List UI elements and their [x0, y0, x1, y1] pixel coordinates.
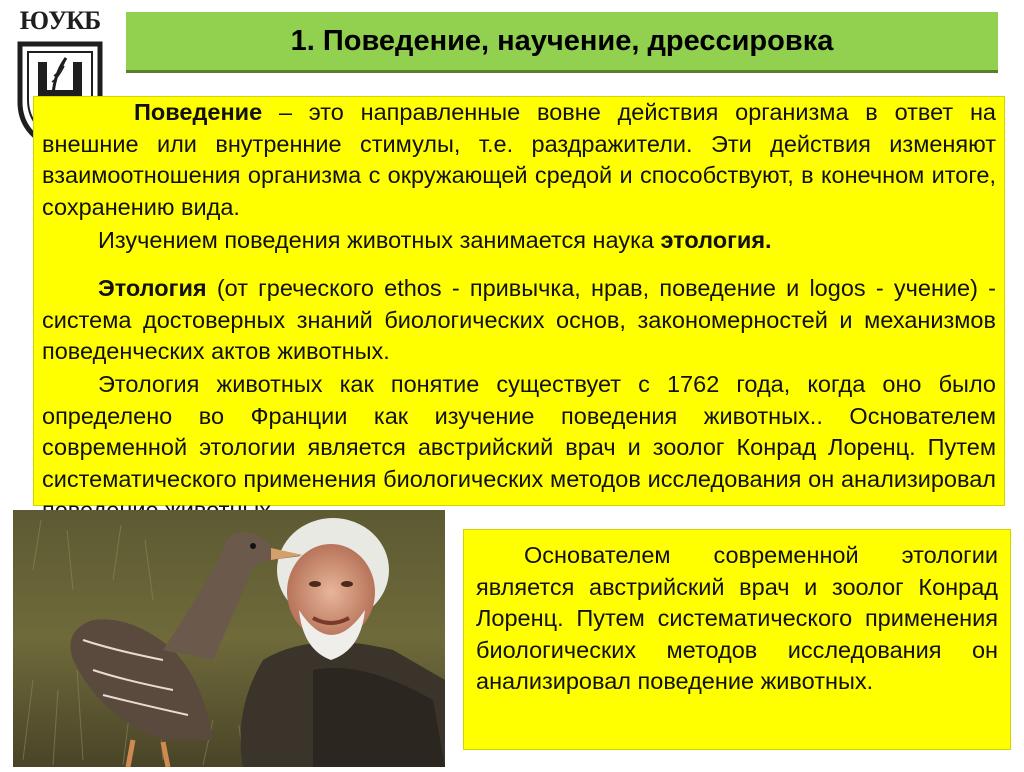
term-behavior: Поведение [134, 99, 263, 125]
term-ethology: Этология [98, 275, 207, 301]
paragraph-behavior [42, 97, 996, 223]
main-text-box [33, 96, 1005, 506]
term-ethology-inline: этология. [660, 227, 772, 253]
paragraph-ethology-intro [42, 225, 996, 257]
logo-text: ЮУКБ [19, 6, 101, 35]
ethology-definition: (от греческого ethos - привычка, нрав, поведение и logos - учение) - система достоверных знаний биологических основ, закономерностей и механизмов поведенческих актов животных. [42, 275, 996, 364]
ethology-intro-text: Изучением поведения животных занимается наука [98, 227, 661, 253]
lorenz-goose-photo [13, 510, 445, 767]
behavior-definition: – это направленные вовне действия организма в ответ на внешние или внутренние стимулы, т.е. раздражители. Эти действия изменяют взаимоотношения организма с окружающей средой и способствуют, в конечном итоге, сохранению вида. [42, 99, 996, 220]
title-bar [126, 12, 998, 73]
paragraph-ethology-definition [42, 273, 996, 368]
lorenz-info-text: Основателем современной этологии является австрийский врач и зоолог Конрад Лоренц. Путем систематического применения биологических методов исследования он анализировал поведение животных. [476, 542, 998, 694]
lorenz-info-box [463, 529, 1011, 750]
paragraph-ethology-history: Этология животных как понятие существует с 1762 года, когда оно было определено во Франции как изучение поведения животных.. Основателем современной этологии является австрийский врач и зоолог Конрад Лоренц. Путем систематического применения биологических методов исследования он анализировал [42, 371, 996, 492]
slide-title: 1. Поведение, научение, дрессировка [290, 24, 834, 57]
